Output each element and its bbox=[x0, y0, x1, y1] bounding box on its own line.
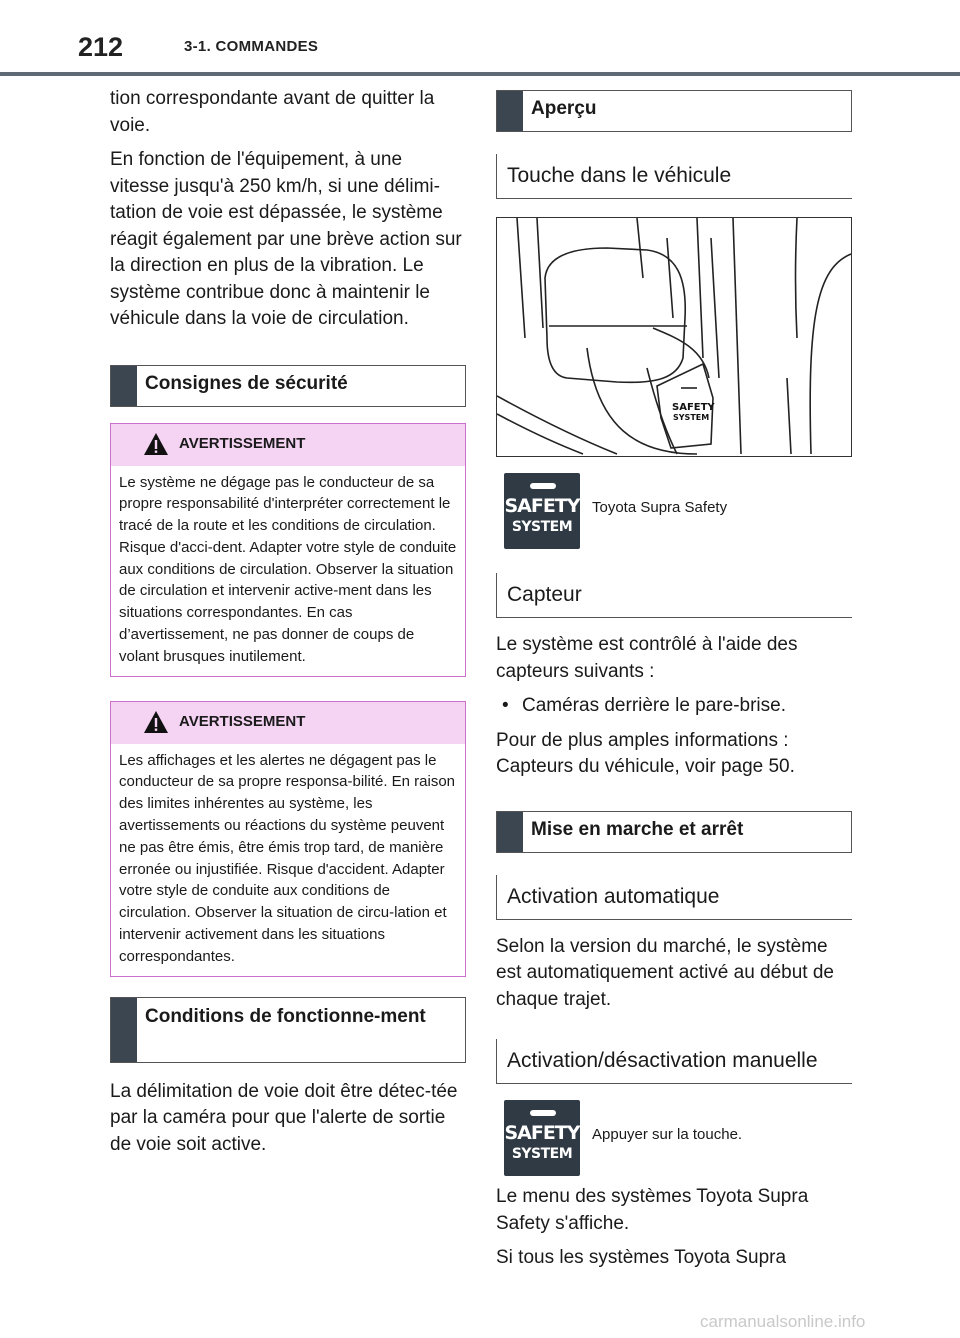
heading-text: Mise en marche et arrêt bbox=[531, 818, 744, 840]
badge-dash bbox=[530, 483, 556, 489]
header-divider bbox=[0, 72, 960, 76]
warning-label: AVERTISSEMENT bbox=[179, 434, 306, 452]
badge-dash bbox=[530, 1110, 556, 1116]
heading-conditions bbox=[110, 997, 466, 1063]
heading-bar bbox=[111, 998, 137, 1062]
warning-box bbox=[110, 701, 466, 977]
badge-caption: Toyota Supra Safety bbox=[592, 499, 728, 516]
paragraph: Si tous les systèmes Toyota Supra bbox=[496, 1247, 787, 1268]
safety-system-badge-row bbox=[496, 1100, 852, 1178]
safety-system-button-icon bbox=[504, 473, 580, 549]
subheading-auto bbox=[496, 875, 852, 920]
paragraph: tion correspondante avant de quitter la voie. bbox=[110, 88, 435, 136]
left-column bbox=[110, 86, 466, 1166]
subheading-text: Activation/désactivation manuelle bbox=[507, 1049, 818, 1072]
vehicle-console-illustration bbox=[496, 217, 852, 457]
badge-text: SYSTEM bbox=[511, 519, 573, 535]
heading-text: Conditions de fonctionne-ment bbox=[145, 1005, 426, 1027]
heading-bar bbox=[497, 91, 523, 131]
paragraph: Le menu des systèmes Toyota Supra Safety s'affiche. bbox=[496, 1186, 809, 1234]
heading-bar bbox=[111, 366, 137, 406]
page-header bbox=[0, 0, 960, 78]
badge-text: SAFETY bbox=[504, 1122, 580, 1144]
heading-text: Aperçu bbox=[531, 98, 597, 119]
heading-safety bbox=[110, 365, 466, 407]
console-button-label: SAFETY bbox=[672, 402, 715, 413]
section-title: 3-1. COMMANDES bbox=[184, 38, 319, 55]
bullet-symbol: • bbox=[502, 695, 509, 716]
console-button-label: SYSTEM bbox=[673, 413, 710, 422]
subheading-manuelle bbox=[496, 1039, 852, 1084]
list-item bbox=[496, 693, 852, 720]
page-number: 212 bbox=[78, 32, 124, 62]
paragraph: Pour de plus amples informations : Capteurs du véhicule, voir page 50. bbox=[496, 729, 795, 777]
right-column bbox=[496, 86, 852, 1280]
safety-system-button-icon bbox=[504, 1100, 580, 1176]
warning-text: Le système ne dégage pas le conducteur de sa propre responsabilité d'interpréter correctement le tracé de la route et les conditions de circulation. Risque d'acci-dent. Adapter votre style de conduite aux conditions de circulation. Observer la situation de circulation et intervenir active-ment dans les situations correspondantes. En cas d’avertissement, ne pas donner de coups de volant brusques inutilement. bbox=[119, 473, 457, 665]
list-item-text: Caméras derrière le pare-brise. bbox=[522, 695, 786, 716]
warning-box bbox=[110, 423, 466, 677]
subheading-touche bbox=[496, 154, 852, 199]
paragraph: Selon la version du marché, le système est automatiquement activé au début de chaque trajet. bbox=[496, 935, 835, 1010]
badge-caption: Appuyer sur la touche. bbox=[592, 1126, 743, 1143]
warning-triangle-icon bbox=[143, 432, 169, 456]
heading-marche bbox=[496, 811, 852, 853]
warning-label: AVERTISSEMENT bbox=[179, 712, 306, 730]
heading-bar bbox=[497, 812, 523, 852]
badge-text: SYSTEM bbox=[511, 1146, 573, 1162]
heading-text: Consignes de sécurité bbox=[145, 372, 348, 394]
paragraph: Le système est contrôlé à l'aide des capteurs suivants : bbox=[496, 634, 798, 682]
subheading-text: Touche dans le véhicule bbox=[507, 164, 732, 187]
subheading-text: Capteur bbox=[507, 583, 582, 606]
heading-apercu bbox=[496, 90, 852, 132]
paragraph: La délimitation de voie doit être détec-tée par la caméra pour que l'alerte de sortie de voie soit active. bbox=[110, 1080, 458, 1155]
warning-triangle-icon bbox=[143, 710, 169, 734]
badge-text: SAFETY bbox=[504, 495, 580, 517]
watermark: carmanualsonline.info bbox=[700, 1312, 866, 1331]
warning-header bbox=[111, 424, 465, 466]
console-drawing bbox=[497, 218, 851, 456]
subheading-text: Activation automatique bbox=[507, 884, 720, 908]
warning-header bbox=[111, 702, 465, 744]
warning-text: Les affichages et les alertes ne dégagent pas le conducteur de sa propre responsa-bilité. En raison des limites inhérentes au système, les avertissements ou réactions du système peuvent ne pas être émis, être émis trop tard, de manière erronée ou injustifiée. Risque d'accident. Adapter votre style de conduite aux conditions de circulation. Observer la situation de circu-lation et intervenir activement dans les situations correspondantes. bbox=[119, 751, 456, 965]
paragraph: En fonction de l'équipement, à une vitesse jusqu'à 250 km/h, si une délimi-tation de voie est dépassée, le système réagit également par une brève action sur la direction en plus de la vibration. Le système contribue donc à maintenir le véhicule dans la voie de circulation. bbox=[110, 149, 462, 329]
safety-system-badge-row bbox=[496, 473, 852, 551]
subheading-capteur bbox=[496, 573, 852, 618]
